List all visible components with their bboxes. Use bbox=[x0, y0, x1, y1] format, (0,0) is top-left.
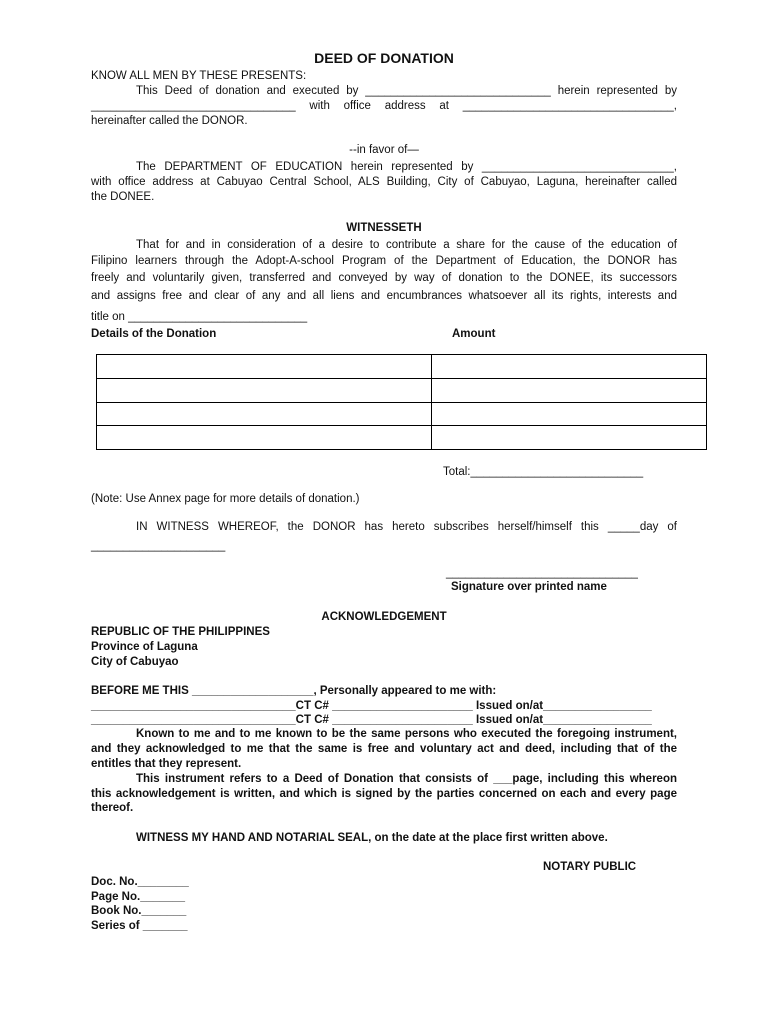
in-favor-of: --in favor of— bbox=[349, 144, 419, 156]
table-row bbox=[97, 402, 707, 426]
amount-cell[interactable] bbox=[432, 355, 707, 379]
details-cell[interactable] bbox=[97, 378, 432, 402]
annex-note: (Note: Use Annex page for more details of donation.) bbox=[91, 493, 360, 505]
witness-whereof-line-2: _____________________ bbox=[91, 540, 226, 552]
page-no-line: Page No._______ bbox=[91, 891, 185, 903]
instrument-line-1: This instrument refers to a Deed of Donation that consists of ___page, including this whereon bbox=[136, 773, 677, 785]
witnesseth-line-3: freely and voluntarily given, transferred and conveyed by way of donation to the DONEE, its successors bbox=[91, 272, 677, 284]
total-line: Total:___________________________ bbox=[443, 466, 644, 478]
witnesseth-line-1: That for and in consideration of a desire to contribute a share for the cause of the education of bbox=[136, 239, 677, 251]
details-cell[interactable] bbox=[97, 355, 432, 379]
witnesseth-line-2: Filipino learners through the Adopt-A-school Program of the Department of Education, the DONOR has bbox=[91, 255, 677, 267]
amount-header: Amount bbox=[452, 328, 496, 340]
witnesseth-line-4: and assigns free and clear of any and all liens and encumbrances whatsoever all its rights, interests and bbox=[91, 290, 677, 302]
donation-table bbox=[96, 354, 707, 450]
province-line: Province of Laguna bbox=[91, 641, 198, 653]
amount-cell[interactable] bbox=[432, 402, 707, 426]
donee-line-2: with office address at Cabuyao Central School, ALS Building, City of Cabuyao, Laguna, hereinafter called bbox=[91, 176, 677, 188]
donee-line-1: The DEPARTMENT OF EDUCATION herein represented by ______________________________, bbox=[136, 161, 677, 173]
series-line: Series of _______ bbox=[91, 920, 188, 932]
table-row bbox=[97, 355, 707, 379]
doc-no-line: Doc. No.________ bbox=[91, 876, 189, 888]
amount-cell[interactable] bbox=[432, 378, 707, 402]
known-line-3: entitles that they represent. bbox=[91, 758, 242, 770]
donor-line-1: This Deed of donation and executed by _____________________________ herein represented by bbox=[136, 85, 677, 97]
witness-hand-line: WITNESS MY HAND AND NOTARIAL SEAL, on the date at the place first written above. bbox=[136, 832, 608, 844]
known-line-1: Known to me and to me known to be the same persons who executed the foregoing instrument, bbox=[136, 728, 677, 740]
donor-line-2: ________________________________ with office address at _________________________________, bbox=[91, 100, 677, 112]
notary-public-label: NOTARY PUBLIC bbox=[543, 861, 637, 873]
document-title: DEED OF DONATION bbox=[314, 50, 454, 66]
donor-line-3: hereinafter called the DONOR. bbox=[91, 115, 248, 127]
details-header: Details of the Donation bbox=[91, 328, 217, 340]
known-line-2: and they acknowledged to me that the same is free and voluntary act and deed, including that of the bbox=[91, 743, 677, 755]
signature-label: Signature over printed name bbox=[451, 581, 607, 593]
details-cell[interactable] bbox=[97, 426, 432, 450]
opening-line: KNOW ALL MEN BY THESE PRESENTS: bbox=[91, 70, 307, 82]
acknowledgement-heading: ACKNOWLEDGEMENT bbox=[321, 611, 447, 623]
ctc-line-2: ________________________________CT C# ______________________ Issued on/at_________________ bbox=[91, 714, 652, 726]
republic-line: REPUBLIC OF THE PHILIPPINES bbox=[91, 626, 270, 638]
table-row bbox=[97, 426, 707, 450]
before-me-line: BEFORE ME THIS ___________________, Personally appeared to me with: bbox=[91, 685, 497, 697]
title-on-line: title on ____________________________ bbox=[91, 311, 308, 323]
book-no-line: Book No._______ bbox=[91, 905, 187, 917]
witness-whereof-line-1: IN WITNESS WHEREOF, the DONOR has hereto subscribes herself/himself this _____day of bbox=[136, 521, 677, 533]
witnesseth-heading: WITNESSETH bbox=[346, 222, 422, 234]
details-cell[interactable] bbox=[97, 402, 432, 426]
instrument-line-2: this acknowledgement is written, and which is signed by the parties concerned on each and every page bbox=[91, 788, 677, 800]
amount-cell[interactable] bbox=[432, 426, 707, 450]
signature-line: ______________________________ bbox=[446, 567, 638, 579]
ctc-line-1: ________________________________CT C# ______________________ Issued on/at_________________ bbox=[91, 700, 652, 712]
donee-line-3: the DONEE. bbox=[91, 191, 155, 203]
city-line: City of Cabuyao bbox=[91, 656, 179, 668]
table-row bbox=[97, 378, 707, 402]
instrument-line-3: thereof. bbox=[91, 802, 134, 814]
